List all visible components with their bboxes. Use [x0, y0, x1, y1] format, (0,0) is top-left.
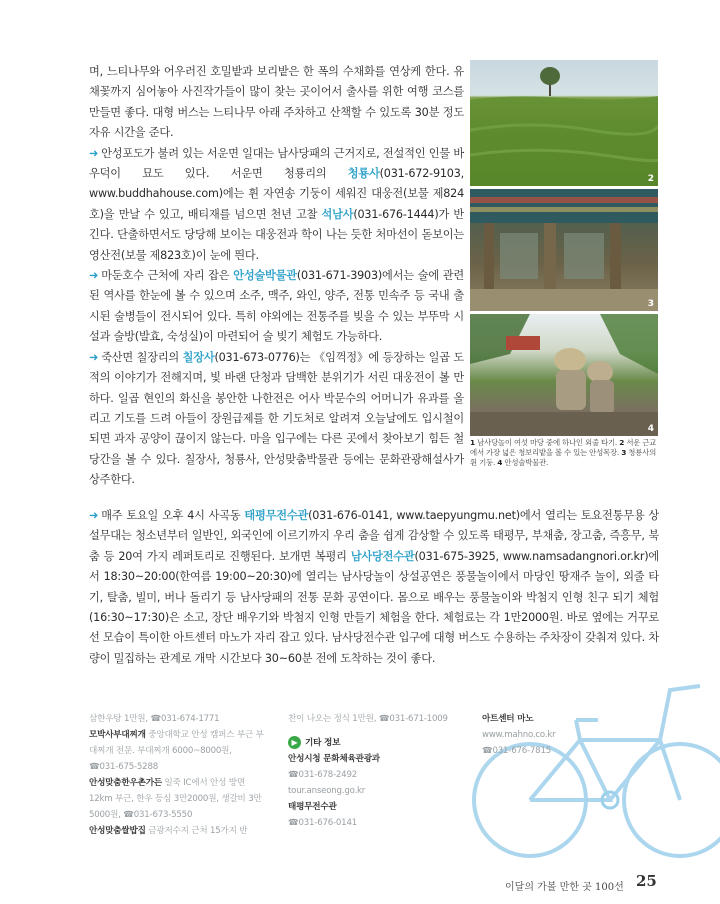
caption-num-1: 1	[470, 438, 475, 447]
info-entry	[89, 727, 269, 759]
info-desc: 금광저수지 근처 15가지 반	[145, 826, 248, 836]
paragraph-4-text-a: 죽산면 칠장리의	[101, 350, 183, 364]
caption-num-3: 3	[621, 448, 627, 457]
caption-text-3: 청룡사의 휜 기둥.	[470, 448, 657, 467]
paragraph-5-text-b: (031-676-0141, www.taepyungmu.net)에서 열리는 토요전통무용 상설무대는 청소년부터 일반인, 외국인에 이르기까지 우리 춤을 쉽게 감상할 수 있도록 태평무, 부채춤, 장고춤, 즉흥무, 북춤 등 20여 가지 레퍼토리로 진행된다. 보개면 복평리	[89, 509, 659, 563]
photo-barley-field	[470, 60, 658, 186]
info-phone: ☎031-676-0141	[288, 818, 357, 828]
paragraph-2	[89, 144, 464, 266]
footer-section-title: 이달의 가볼 만한 곳 100선	[505, 882, 624, 893]
info-name: 안성시청 문화체육관광과	[288, 754, 380, 764]
highlight-chiljangsa: 칠장사	[182, 350, 215, 364]
arrow-icon: ➜	[89, 146, 99, 160]
info-column-2	[288, 711, 468, 831]
article-body-top	[89, 62, 464, 491]
other-info-title: 기타 정보	[305, 738, 341, 748]
photo-number: 2	[647, 174, 654, 184]
paragraph-5	[89, 506, 659, 669]
tree-illustration	[470, 60, 658, 186]
caption-num-4: 4	[497, 458, 503, 467]
photo-liquor-museum	[470, 314, 658, 436]
highlight-seongnamsa: 석남사	[321, 207, 354, 221]
other-info-header	[288, 735, 468, 751]
arrow-icon: ➜	[89, 269, 99, 283]
photo-caption	[470, 438, 658, 468]
info-url[interactable]: tour.anseong.go.kr	[288, 786, 366, 796]
info-name: 아트센터 마노	[482, 714, 534, 724]
bicycle-illustration	[470, 650, 720, 880]
info-name: 태평무전수관	[288, 802, 337, 812]
paragraph-5-text-c: (031-675-3925, www.namsadangnori.or.kr)에서 18:30~20:00(한여름 19:00~20:30)에 열리는 남사당놀이 상설공연은 풍물놀이에서 마당인 땅재주 놀이, 외줄 타기, 탈춤, 빌미, 버나 돌리기 등 남사당패의 전통 문화 공연이다. 몸으로 배우는 풍물놀이와 박첨지 인형 친구 되기 체험(16:30~17:30)은 소고, 장단 배우기와 박첨지 인형 만들기 체험을 한다. 체험료는 각 1만2000원. 바로 옆에는 거꾸로 선 모습이 특이한 아트센터 마노가 자리 잡고 있다. 남사당전수관 입구에 대형 버스도 수용하는 주차장이 갖춰져 있다. 차량이 밀집하는 관계로 개막 시간보다 30~60분 전에 도착하는 것이 좋다.	[89, 549, 659, 665]
info-name: 안성맞춤쌀밥집	[89, 826, 146, 836]
highlight-namsadang: 남사당전수관	[350, 549, 415, 563]
caption-text-2: 서운 근교에서 가장 넓은 청보리밭을 볼 수 있는 안성목장.	[470, 438, 657, 457]
info-column-3	[482, 711, 612, 759]
info-entry	[89, 823, 269, 839]
museum-illustration	[470, 314, 658, 436]
info-name: 모박사부대찌개	[89, 730, 146, 740]
article-body-bottom	[89, 506, 659, 669]
caption-num-2: 2	[619, 438, 625, 447]
highlight-taepyeongmu: 태평무전수관	[244, 509, 309, 522]
info-phone: ☎031-676-7815	[482, 746, 551, 756]
caption-text-1: 남사당놀이 여섯 마당 중에 하나인 외줄 타기.	[474, 438, 620, 447]
paragraph-5-text-a: 매주 토요일 오후 4시 사곡동	[101, 509, 245, 522]
paragraph-3	[89, 266, 464, 348]
info-desc: 중앙대학교 안성 캠퍼스 부근 부대찌개 전문. 부대찌개 6000~8000원,	[89, 730, 264, 756]
paragraph-2-text-b: (031-672-9103, www.buddhahouse.com)에는 휜 자연송 기둥이 세워진 대웅전(보물 제824호)을 만날 수 있고, 배티재를 넘으면 천년 고찰	[89, 167, 464, 221]
paragraph-3-text-a: 마둔호수 근처에 자리 잡은	[101, 269, 234, 283]
arrow-icon: ➜	[89, 509, 99, 522]
paragraph-2-text-a: 안성포도가 불려 있는 서운면 일대는 남사당패의 근거지로, 전설적인 인물 바우덕이 묘도 있다. 서운면 청룡리의	[89, 146, 464, 181]
page-number: 25	[636, 872, 657, 890]
paragraph-4	[89, 348, 464, 491]
arrow-icon: ➜	[89, 350, 99, 364]
info-entry	[89, 775, 269, 823]
temple-illustration	[470, 189, 658, 311]
info-desc: 일죽 IC에서 안성 방면 12km 부근, 한우 등심 3만2000원, 생갈비 3만5000원, ☎031-673-5550	[89, 778, 262, 820]
photo-number: 4	[647, 424, 654, 434]
photo-temple-pillars	[470, 189, 658, 311]
info-url[interactable]: www.mahno.co.kr	[482, 730, 556, 740]
info-phone: ☎031-675-5288	[89, 762, 158, 772]
caption-text-4: 안성술박물관.	[502, 458, 549, 467]
info-phone: ☎031-678-2492	[288, 770, 357, 780]
paragraph-3-text-b: (031-671-3903)에서는 술에 관련된 역사를 한눈에 볼 수 있으며 소주, 맥주, 와인, 양주, 전통 민속주 등 국내 출시된 술병들이 전시되어 있다. 특히 야외에는 전통주를 빚을 수 있는 부뚜막 시설과 술방(발효, 숙성실)이 마련되어 술 빚기 체험도 가능하다.	[89, 269, 464, 344]
info-line: 찬이 나오는 정식 1만원, ☎031-671-1009	[288, 714, 448, 724]
paragraph-1	[89, 62, 464, 144]
info-column-1	[89, 711, 269, 839]
photo-number: 3	[647, 299, 654, 309]
paragraph-1-text: 며, 느티나무와 어우러진 호밀밭과 보리밭은 한 폭의 수채화를 연상케 한다. 유채꽃까지 심어놓아 사진작가들이 많이 찾는 곳이어서 출사를 위한 여행 코스를 만들면 좋다. 대형 버스는 느티나무 아래 주차하고 산책할 수 있도록 30분 정도 자유 시간을 준다.	[89, 65, 464, 140]
paragraph-4-text-b: (031-673-0776)는 《임꺽정》에 등장하는 일곱 도적의 이야기가 전해지며, 빛 바랜 단청과 담백한 분위기가 서린 대웅전이 볼 만하다. 일곱 현인의 화신을 봉안한 나한전은 어사 박문수의 어머니가 유과를 올리고 기도를 드려 아들이 장원급제를 한 기도처로 알려져 오늘날에도 입시철이 되면 과자 공양이 끊이지 않는다. 마을 입구에는 다른 곳에서 찾아보기 힘든 철당간을 볼 수 있다. 칠장사, 청룡사, 안성맞춤박물관 등에는 문화관광해설사가 상주한다.	[89, 350, 465, 487]
info-line: 삼한우탕 1만원, ☎031-674-1771	[89, 714, 220, 724]
highlight-cheongryongsa: 청룡사	[347, 167, 380, 181]
paragraph-2-text-c: (031-676-1444)가 반긴다. 단출하면서도 당당해 보이는 대웅전과 학이 나는 듯한 처마선이 돋보이는 영산전(보물 제823호)이 눈에 띈다.	[89, 207, 464, 262]
info-name: 안성맞춤한우촌가든	[89, 778, 162, 788]
highlight-liquor-museum: 안성술박물관	[233, 269, 297, 283]
arrow-circle-icon: ▶	[288, 736, 301, 749]
